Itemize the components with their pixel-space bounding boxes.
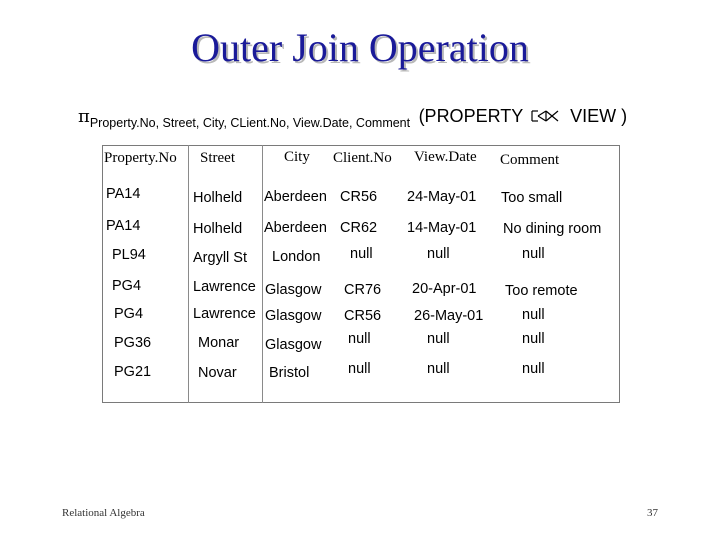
table-cell: PG4 <box>112 278 142 294</box>
column-divider <box>188 145 189 403</box>
projection-attributes: Property.No, Street, City, CLient.No, View.Date, Comment <box>89 116 411 130</box>
table-cell: London <box>272 249 321 265</box>
header-comment: Comment <box>500 152 560 168</box>
table-cell: null <box>427 331 450 347</box>
table-cell: Too small <box>501 190 563 206</box>
table-cell: No dining room <box>503 221 602 237</box>
table-cell: Lawrence <box>193 279 256 295</box>
table-cell: Aberdeen <box>264 220 327 236</box>
table-cell: CR56 <box>344 308 382 324</box>
table-cell: Too remote <box>505 283 578 299</box>
table-cell: PG4 <box>114 306 144 322</box>
table-cell: 26-May-01 <box>414 308 484 324</box>
left-outer-join-icon <box>530 109 560 123</box>
header-property-no: Property.No <box>104 150 177 166</box>
table-cell: PG21 <box>114 364 152 380</box>
table-cell: null <box>522 331 545 347</box>
table-cell: PA14 <box>106 218 141 234</box>
relational-expression <box>78 106 627 136</box>
table-cell: null <box>350 246 373 262</box>
table-cell: PG36 <box>114 335 152 351</box>
table-cell: Bristol <box>269 365 310 381</box>
projection-symbol: π <box>78 106 90 127</box>
table-cell: null <box>522 246 545 262</box>
header-city: City <box>284 149 310 165</box>
table-cell: CR76 <box>344 282 382 298</box>
table-cell: Monar <box>198 335 240 351</box>
header-street: Street <box>200 150 235 166</box>
relation-left: (PROPERTY <box>418 106 524 126</box>
table-cell: Novar <box>198 365 237 381</box>
table-cell: Glasgow <box>265 282 322 298</box>
table-cell: 14-May-01 <box>407 220 477 236</box>
table-cell: PA14 <box>106 186 141 202</box>
table-cell: null <box>348 361 371 377</box>
footer-course-title: Relational Algebra <box>62 507 145 519</box>
table-cell: Argyll St <box>193 250 247 266</box>
table-cell: null <box>427 246 450 262</box>
table-cell: Aberdeen <box>264 189 327 205</box>
table-cell: null <box>348 331 371 347</box>
table-cell: null <box>522 307 545 323</box>
page-number: 37 <box>647 507 658 519</box>
header-client-no: Client.No <box>333 150 392 166</box>
table-cell: PL94 <box>112 247 146 263</box>
table-cell: CR62 <box>340 220 378 236</box>
table-cell: 24-May-01 <box>407 189 477 205</box>
column-divider <box>262 145 263 403</box>
relation-right: VIEW ) <box>570 106 628 126</box>
table-cell: 20-Apr-01 <box>412 281 477 297</box>
table-cell: null <box>427 361 450 377</box>
table-cell: Lawrence <box>193 306 256 322</box>
table-cell: null <box>522 361 545 377</box>
table-cell: Holheld <box>193 221 243 237</box>
table-cell: Glasgow <box>265 337 322 353</box>
table-cell: Holheld <box>193 190 243 206</box>
header-view-date: View.Date <box>414 149 477 165</box>
table-cell: Glasgow <box>265 308 322 324</box>
table-cell: CR56 <box>340 189 378 205</box>
slide-title: Outer Join Operation <box>191 25 529 70</box>
